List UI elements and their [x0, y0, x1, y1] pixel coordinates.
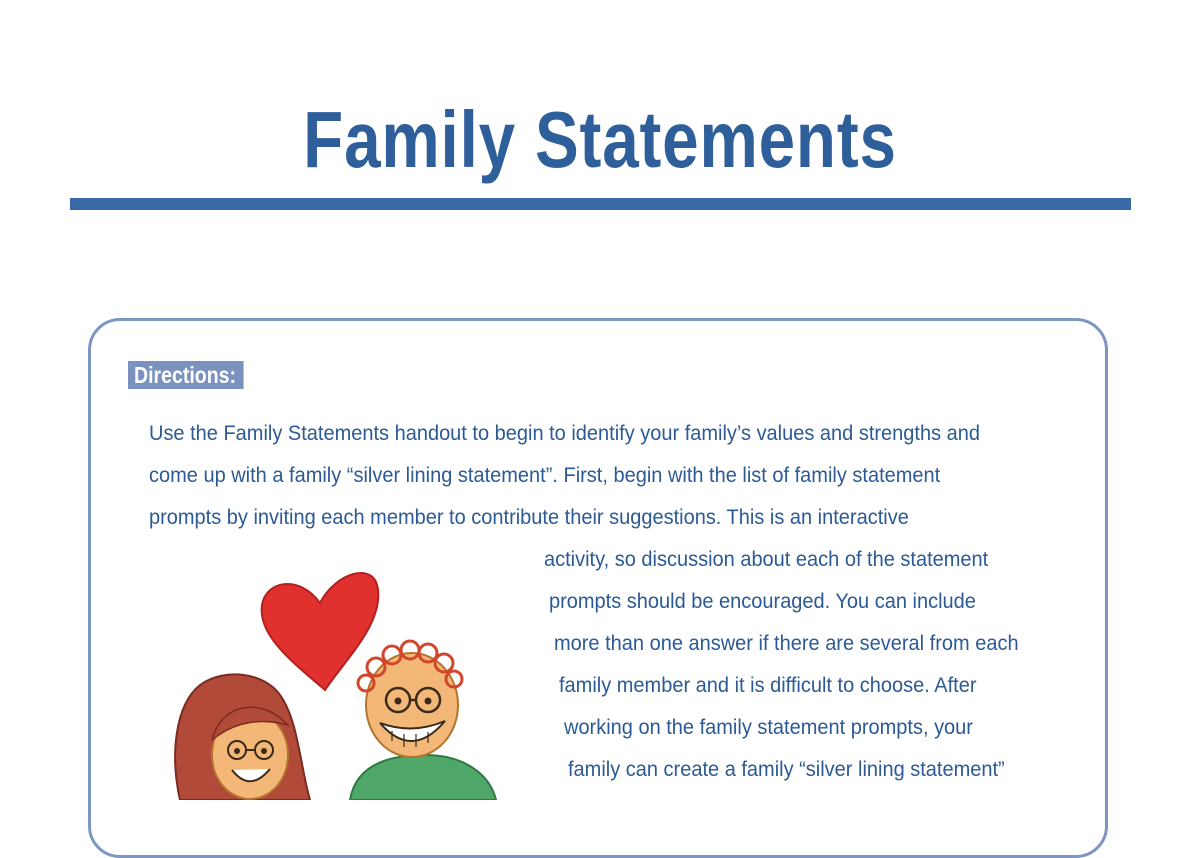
girl-drawing-icon — [175, 674, 310, 800]
heart-drawing-icon — [262, 573, 379, 690]
paragraph-line: working on the family statement prompts, your — [564, 715, 973, 739]
paragraph-line: activity, so discussion about each of the statement — [544, 547, 989, 571]
title-divider — [70, 198, 1131, 210]
boy-drawing-icon — [350, 641, 496, 800]
paragraph-line: come up with a family “silver lining statement”. First, begin with the list of family statement — [149, 463, 941, 487]
directions-label: Directions: — [128, 361, 244, 389]
paragraph-line: family member and it is difficult to choose. After — [559, 673, 977, 697]
paragraph-line: family can create a family “silver lining statement” — [568, 757, 1005, 781]
paragraph-line: more than one answer if there are several from each — [554, 631, 1019, 655]
family-illustration — [140, 555, 520, 800]
paragraph-line: prompts by inviting each member to contribute their suggestions. This is an interactive — [149, 505, 909, 529]
paragraph-line: prompts should be encouraged. You can include — [549, 589, 976, 613]
page-title: Family Statements — [303, 95, 897, 184]
paragraph-line: Use the Family Statements handout to begin to identify your family’s values and strengths and — [149, 421, 980, 445]
